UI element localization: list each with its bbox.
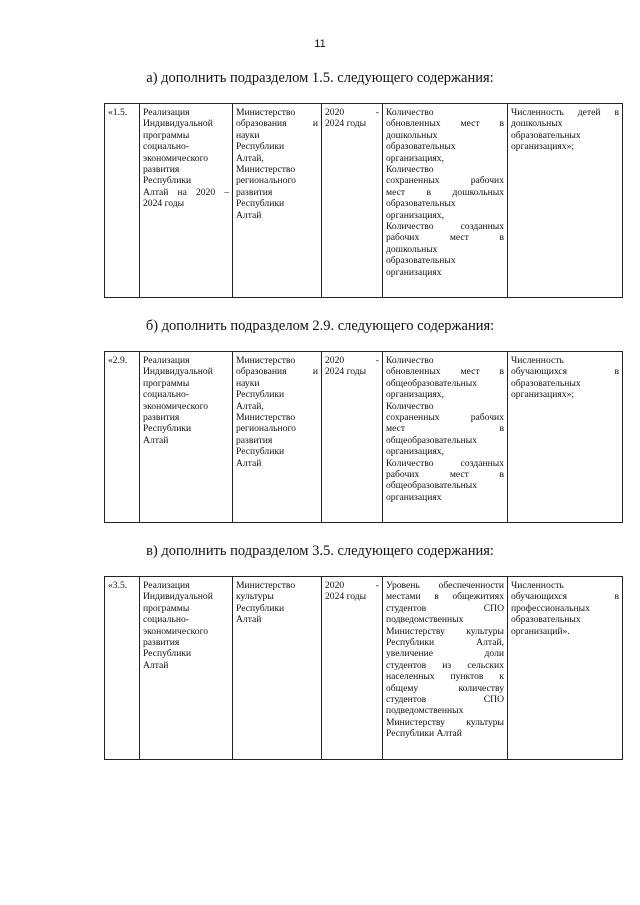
cell-line: Республики — [143, 648, 192, 660]
cell-line: обновленных мест в — [386, 118, 504, 130]
cell-line: организаций». — [511, 625, 570, 637]
section-c-heading: в) дополнить подразделом 3.5. следующего содержания: — [146, 543, 494, 559]
cell-line: организациях, — [386, 209, 444, 221]
cell-line: сохраненных рабочих — [386, 175, 504, 187]
cell-line: Республики — [236, 602, 285, 614]
cell-line: Республики — [236, 446, 285, 458]
cell-line: Алтай — [236, 457, 262, 469]
cell-line: рабочих мест в — [386, 232, 504, 244]
cell-line: 2020 - — [325, 580, 379, 591]
cell-line: Республики — [236, 198, 285, 210]
cell-line: Республики — [236, 141, 285, 153]
cell-line: образовательных — [386, 198, 456, 210]
cell-line: программы — [143, 377, 190, 389]
cell-line: 2024 годы — [143, 198, 185, 210]
cell-line: студентов СПО — [386, 694, 504, 706]
cell-line: обновленных мест в — [386, 366, 504, 378]
cell-line: Индивидуальной — [143, 591, 213, 603]
cell-line: дошкольных — [386, 243, 438, 255]
cell-line: культуры — [236, 591, 274, 603]
cell-line: общеобразовательных — [386, 434, 477, 446]
cell-line: развития — [236, 186, 273, 198]
cell-line: организациях»; — [511, 141, 575, 153]
cell-line: Республики Алтай, — [386, 637, 504, 649]
cell-line: подведомственных — [386, 705, 464, 717]
target-indicator — [508, 577, 623, 760]
cell-line: регионального — [236, 423, 296, 435]
cell-line: Количество — [386, 400, 434, 412]
cell-line: 2024 годы — [325, 366, 367, 378]
cell-line: организациях — [386, 266, 442, 278]
cell-line: Республики — [143, 175, 192, 187]
row-number: «2.9. — [105, 352, 140, 523]
row-number: «3.5. — [105, 577, 140, 760]
cell-line: Количество созданных — [386, 457, 504, 469]
cell-line: Министерству культуры — [386, 625, 504, 637]
executor — [233, 352, 322, 523]
cell-line: организациях — [386, 491, 442, 503]
cell-line: обучающихся в — [511, 366, 619, 378]
cell-line: образовательных — [386, 255, 456, 267]
cell-line: сохраненных рабочих — [386, 412, 504, 424]
cell-line: Министерство — [236, 107, 296, 118]
table-row — [105, 577, 623, 760]
cell-line: дошкольных — [511, 118, 563, 130]
cell-line: Количество — [386, 107, 434, 118]
cell-line: Индивидуальной — [143, 118, 213, 130]
cell-line: программы — [143, 129, 190, 141]
section-c-table — [104, 576, 623, 760]
cell-line: Министерству культуры — [386, 716, 504, 728]
cell-line: Министерство — [236, 412, 296, 424]
cell-line: экономического — [143, 400, 209, 412]
cell-line: студентов СПО — [386, 602, 504, 614]
cell-line: студентов из сельских — [386, 659, 504, 671]
cell-line: образования и — [236, 118, 318, 130]
cell-line: Алтай, — [236, 152, 264, 164]
cell-line: образовательных — [511, 129, 581, 141]
cell-line: населенных пунктов к — [386, 671, 504, 683]
page-number: 11 — [314, 38, 326, 50]
period — [322, 352, 383, 523]
cell-line: Количество созданных — [386, 221, 504, 233]
cell-line: 2024 годы — [325, 118, 367, 130]
cell-line: образовательных — [511, 377, 581, 389]
cell-line: Индивидуальной — [143, 366, 213, 378]
cell-line: организациях, — [386, 389, 444, 401]
cell-line: местами в общежитиях — [386, 591, 504, 603]
cell-line: Министерство — [236, 580, 296, 591]
cell-line: обучающихся в — [511, 591, 619, 603]
cell-line: Алтай, — [236, 400, 264, 412]
period — [322, 577, 383, 760]
cell-line: Министерство — [236, 355, 296, 366]
cell-line: Республики Алтай — [386, 728, 462, 740]
cell-line: Министерство — [236, 164, 296, 176]
cell-line: программы — [143, 602, 190, 614]
section-b-table — [104, 351, 623, 523]
table-row — [105, 104, 623, 298]
cell-line: мест в — [386, 423, 504, 435]
row-number: «1.5. — [105, 104, 140, 298]
cell-line: Алтай на 2020 – — [143, 186, 229, 198]
cell-line: Реализация — [143, 107, 190, 118]
cell-line: Уровень обеспеченности — [386, 580, 504, 591]
measure-name — [140, 104, 233, 298]
cell-line: общеобразовательных — [386, 480, 477, 492]
cell-line: мест в дошкольных — [386, 186, 504, 198]
cell-line: развития — [143, 412, 180, 424]
cell-line: развития — [143, 164, 180, 176]
cell-line: увеличение доли — [386, 648, 504, 660]
cell-line: Численность — [511, 355, 564, 366]
cell-line: развития — [143, 637, 180, 649]
section-a-table — [104, 103, 623, 298]
cell-line: организациях»; — [511, 389, 575, 401]
cell-line: 2024 годы — [325, 591, 367, 603]
cell-line: социально- — [143, 614, 189, 626]
section-a-heading: а) дополнить подразделом 1.5. следующего содержания: — [146, 70, 494, 86]
table-row — [105, 352, 623, 523]
cell-line: организациях, — [386, 152, 444, 164]
period — [322, 104, 383, 298]
cell-line: рабочих мест в — [386, 469, 504, 481]
cell-line: образовательных — [511, 614, 581, 626]
cell-line: науки — [236, 377, 260, 389]
cell-line: экономического — [143, 152, 209, 164]
cell-line: Республики — [143, 423, 192, 435]
indicators — [383, 352, 508, 523]
cell-line: Алтай — [143, 434, 169, 446]
indicators — [383, 104, 508, 298]
cell-line: профессиональных — [511, 602, 590, 614]
cell-line: подведомственных — [386, 614, 464, 626]
cell-line: регионального — [236, 175, 296, 187]
cell-line: Численность — [511, 580, 564, 591]
cell-line: Численность детей в — [511, 107, 619, 118]
cell-line: Алтай — [236, 209, 262, 221]
target-indicator — [508, 352, 623, 523]
cell-line: экономического — [143, 625, 209, 637]
cell-line: 2020 - — [325, 107, 379, 118]
cell-line: Количество — [386, 355, 434, 366]
cell-line: организациях, — [386, 446, 444, 458]
cell-line: общему количеству — [386, 682, 504, 694]
cell-line: социально- — [143, 389, 189, 401]
cell-line: дошкольных — [386, 129, 438, 141]
cell-line: Реализация — [143, 580, 190, 591]
cell-line: Количество — [386, 164, 434, 176]
cell-line: развития — [236, 434, 273, 446]
executor — [233, 104, 322, 298]
target-indicator — [508, 104, 623, 298]
cell-line: образовательных — [386, 141, 456, 153]
cell-line: Реализация — [143, 355, 190, 366]
cell-line: Алтай — [143, 659, 169, 671]
section-b-heading: б) дополнить подразделом 2.9. следующего содержания: — [145, 318, 495, 334]
cell-line: Республики — [236, 389, 285, 401]
executor — [233, 577, 322, 760]
measure-name — [140, 352, 233, 523]
cell-line: Алтай — [236, 614, 262, 626]
cell-line: науки — [236, 129, 260, 141]
cell-line: социально- — [143, 141, 189, 153]
cell-line: 2020 - — [325, 355, 379, 366]
measure-name — [140, 577, 233, 760]
cell-line: общеобразовательных — [386, 377, 477, 389]
cell-line: образования и — [236, 366, 318, 378]
indicators — [383, 577, 508, 760]
